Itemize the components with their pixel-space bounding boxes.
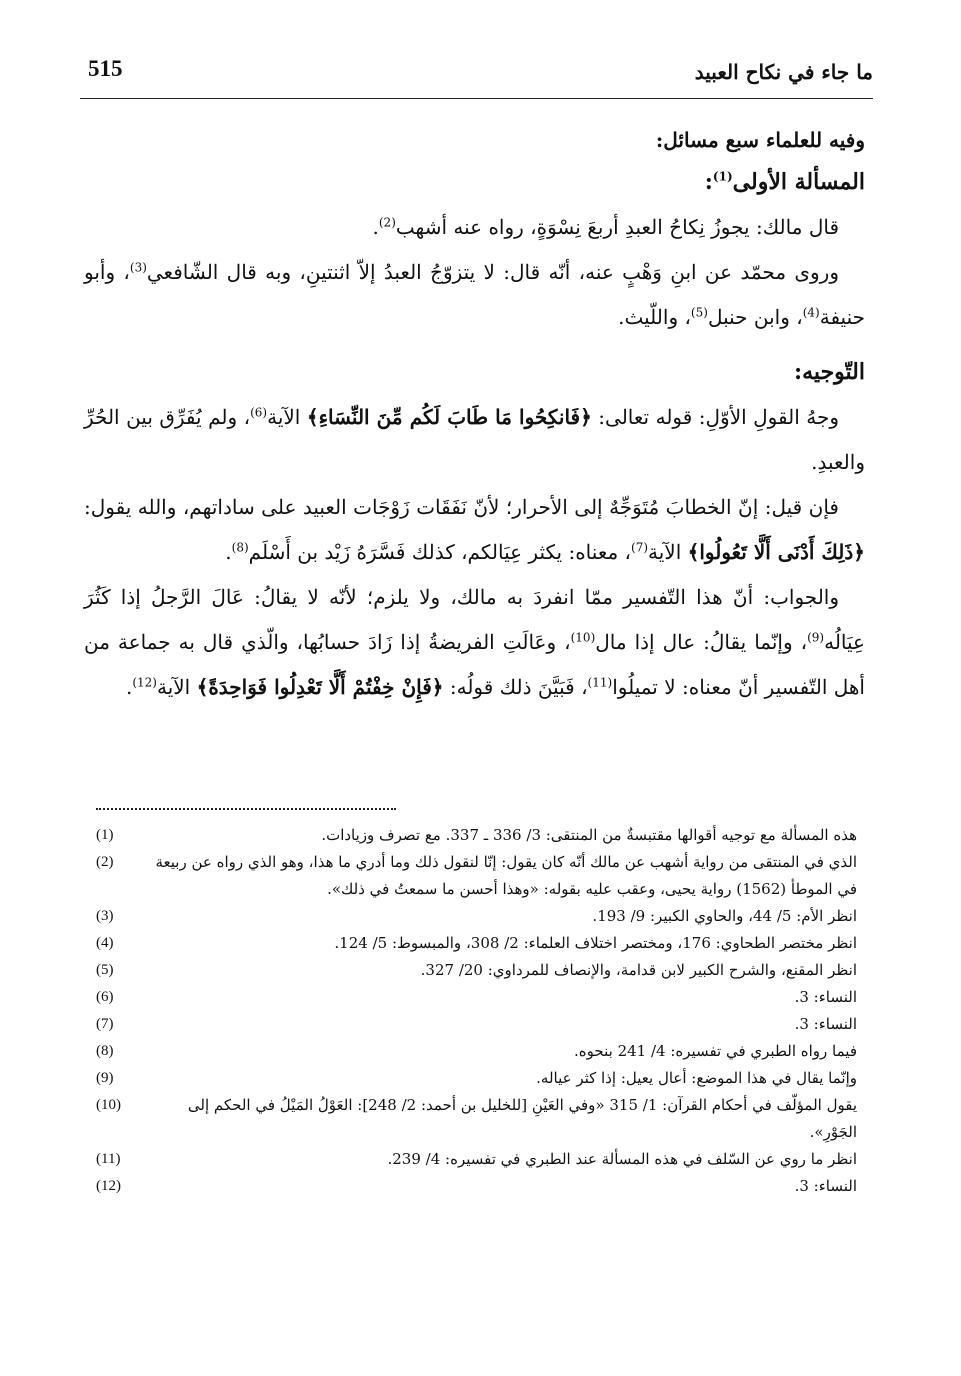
footnote-text: انظر المقنع، والشرح الكبير لابن قدامة، والإنصاف للمرداوي: 20/ 327. bbox=[420, 961, 857, 979]
footnote-number: (5) bbox=[96, 962, 114, 978]
text-run: قال مالك: يجوزُ نِكاحُ العبدِ أربعَ نِسْوَةٍ، رواه عنه أشهب bbox=[395, 215, 839, 239]
paragraph-objection bbox=[84, 485, 865, 575]
footnote-item bbox=[96, 1173, 857, 1200]
footnote-text: هذه المسألة مع توجيه أقوالها مقتبسةٌ من المنتقى: 3/ 336 ـ 337. مع تصرف وزيادات. bbox=[321, 826, 857, 844]
paragraph-answer bbox=[84, 575, 865, 710]
footnote-ref: (12) bbox=[132, 675, 157, 690]
paragraph-malik-view bbox=[84, 205, 865, 250]
paragraph-second-view bbox=[84, 250, 865, 340]
footnote-text: يقول المؤلّف في أحكام القرآن: 1/ 315 «وفي العَيْنِ [للخليل بن أحمد: 2/ 248]: العَوْلُ المَيْلُ في الحكم إلى الجَوْرِ». bbox=[187, 1096, 857, 1141]
quran-verse: ﴿فَإِنْ خِفْتُمْ أَلَّا تَعْدِلُوا فَوَاحِدَةً﴾ bbox=[196, 675, 444, 699]
quran-verse: ﴿ذَلِكَ أَدْنَى أَلَّا تَعُولُوا﴾ bbox=[687, 540, 865, 564]
text-run: . bbox=[225, 540, 232, 564]
footnote-text: وإنّما يقال في هذا الموضع: أعال يعيل: إذا كثر عياله. bbox=[536, 1069, 857, 1087]
text-run: والجواب: أنّ هذا التّفسير ممّا انفردَ به مالك، ولا يلزم؛ لأنّه لا يقالُ: عَالَ الرَّجلُ إذا كَثُرَ عِيَالُه bbox=[84, 585, 865, 654]
page-header bbox=[80, 50, 873, 99]
footnote-item bbox=[96, 930, 857, 957]
text-run: الآية bbox=[156, 675, 197, 699]
text-run: ، وإنّما يقالُ: عال إذا مال bbox=[595, 630, 808, 654]
text-run: وروى محمّد عن ابنِ وَهْبٍ عنه، أنّه قال: لا يتزوّجُ العبدُ إلاّ اثنتينِ، وبه قال الشّافعي bbox=[146, 260, 839, 284]
paragraph-first-argument bbox=[84, 395, 865, 485]
footnote-item bbox=[96, 1092, 857, 1146]
footnote-item bbox=[96, 1146, 857, 1173]
footnote-separator bbox=[96, 808, 396, 810]
footnote-text: انظر مختصر الطحاوي: 176، ومختصر اختلاف العلماء: 2/ 308، والمبسوط: 5/ 124. bbox=[334, 934, 857, 952]
footnote-number: (12) bbox=[96, 1178, 121, 1194]
footnote-text: انظر ما روي عن السّلف في هذه المسألة عند الطبري في تفسيره: 4/ 239. bbox=[387, 1150, 857, 1168]
footnote-item bbox=[96, 903, 857, 930]
text-run: ، وأبو حنيفة bbox=[84, 260, 865, 329]
footnote-text: النساء: 3. bbox=[794, 1015, 857, 1033]
footnote-item bbox=[96, 1038, 857, 1065]
footnote-ref: (4) bbox=[802, 305, 820, 320]
text-run: ، فَبَيَّنَ ذلك قولُه: bbox=[443, 675, 588, 699]
main-text bbox=[84, 120, 865, 710]
footnote-ref: (11) bbox=[587, 675, 613, 690]
footnote-item bbox=[96, 849, 857, 903]
footnote-number: (2) bbox=[96, 854, 114, 870]
intro-line: وفيه للعلماء سبع مسائل: bbox=[655, 128, 865, 152]
footnote-text: فيما رواه الطبري في تفسيره: 4/ 241 بنحوه. bbox=[574, 1042, 857, 1060]
footnotes-list bbox=[96, 822, 857, 1200]
footnote-text: انظر الأم: 5/ 44، والحاوي الكبير: 9/ 193. bbox=[592, 907, 857, 925]
footnote-text: النساء: 3. bbox=[794, 1177, 857, 1195]
footnote-number: (8) bbox=[96, 1043, 114, 1059]
footnote-item bbox=[96, 1011, 857, 1038]
footnote-item bbox=[96, 822, 857, 849]
quran-verse: ﴿فَانكِحُوا مَا طَابَ لَكُم مِّنَ النِّسَاءِ﴾ bbox=[306, 405, 592, 429]
footnote-ref: (3) bbox=[129, 260, 147, 275]
footnote-ref: (1) bbox=[712, 169, 733, 184]
running-title: ما جاء في نكاح العبيد bbox=[694, 60, 873, 84]
footnote-number: (4) bbox=[96, 935, 114, 951]
tawjih-heading: التّوجيه: bbox=[794, 359, 865, 385]
text-run: ، معناه: يكثر عِيَالكم، كذلك فَسَّرَهُ زَيْد بن أَسْلَم bbox=[248, 540, 631, 564]
footnote-ref: (9) bbox=[807, 630, 825, 645]
footnote-ref: (8) bbox=[231, 540, 249, 555]
text-run: ، وابن حنبل bbox=[707, 305, 803, 329]
footnote-number: (11) bbox=[96, 1151, 121, 1167]
text-run: . bbox=[372, 215, 379, 239]
footnote-text: الذي في المنتقى من رواية أشهب عن مالك أنّه كان يقول: إنّا لنقول ذلك وما أدري ما هذا، وهو الذي رواه عن ربيعة في الموطأ (1562) رواية يحيى، وعقب عليه بقوله: «وهذا أحسن ما سمعتُ في ذلك». bbox=[155, 853, 857, 898]
footnote-ref: (5) bbox=[690, 305, 708, 320]
footnote-number: (10) bbox=[96, 1097, 121, 1113]
footnote-item bbox=[96, 957, 857, 984]
footnote-item bbox=[96, 984, 857, 1011]
footnote-number: (1) bbox=[96, 827, 114, 843]
text-run: ، واللّيث. bbox=[618, 305, 691, 329]
issue-heading bbox=[84, 160, 865, 205]
text-run: الآية bbox=[267, 405, 307, 429]
text-run: وجهُ القولِ الأوّلِ: قوله تعالى: bbox=[591, 405, 840, 429]
footnote-ref: (7) bbox=[631, 540, 649, 555]
footnote-item bbox=[96, 1065, 857, 1092]
footnote-ref: (10) bbox=[570, 630, 596, 645]
page-number: 515 bbox=[88, 56, 123, 81]
footnote-ref: (2) bbox=[378, 215, 396, 230]
text-run: فإن قيل: إنّ الخطابَ مُتَوَجِّهٌ إلى الأحرار؛ لأنّ نَفَقَات زَوْجَات العبيد على ساداتهم، والله يقول: bbox=[84, 495, 839, 519]
issue-heading-text: المسألة الأولى bbox=[732, 169, 865, 195]
footnote-ref: (6) bbox=[250, 405, 268, 420]
footnote-number: (9) bbox=[96, 1070, 114, 1086]
footnote-number: (3) bbox=[96, 908, 114, 924]
text-run: ، ولم يُفَرِّق بين الحُرِّ والعبدِ. bbox=[84, 405, 865, 474]
footnote-text: النساء: 3. bbox=[794, 988, 857, 1006]
footnote-number: (6) bbox=[96, 989, 114, 1005]
text-run: ، وعَالَتِ الفريضةُ إذا زَادَ حسابُها، والّذي قال به جماعة من أهل التّفسير أنّ معناه: لا تميلُوا bbox=[84, 630, 865, 699]
issue-heading-colon: : bbox=[704, 169, 713, 195]
footnote-number: (7) bbox=[96, 1016, 114, 1032]
text-run: . bbox=[125, 675, 133, 699]
text-run: الآية bbox=[648, 540, 688, 564]
